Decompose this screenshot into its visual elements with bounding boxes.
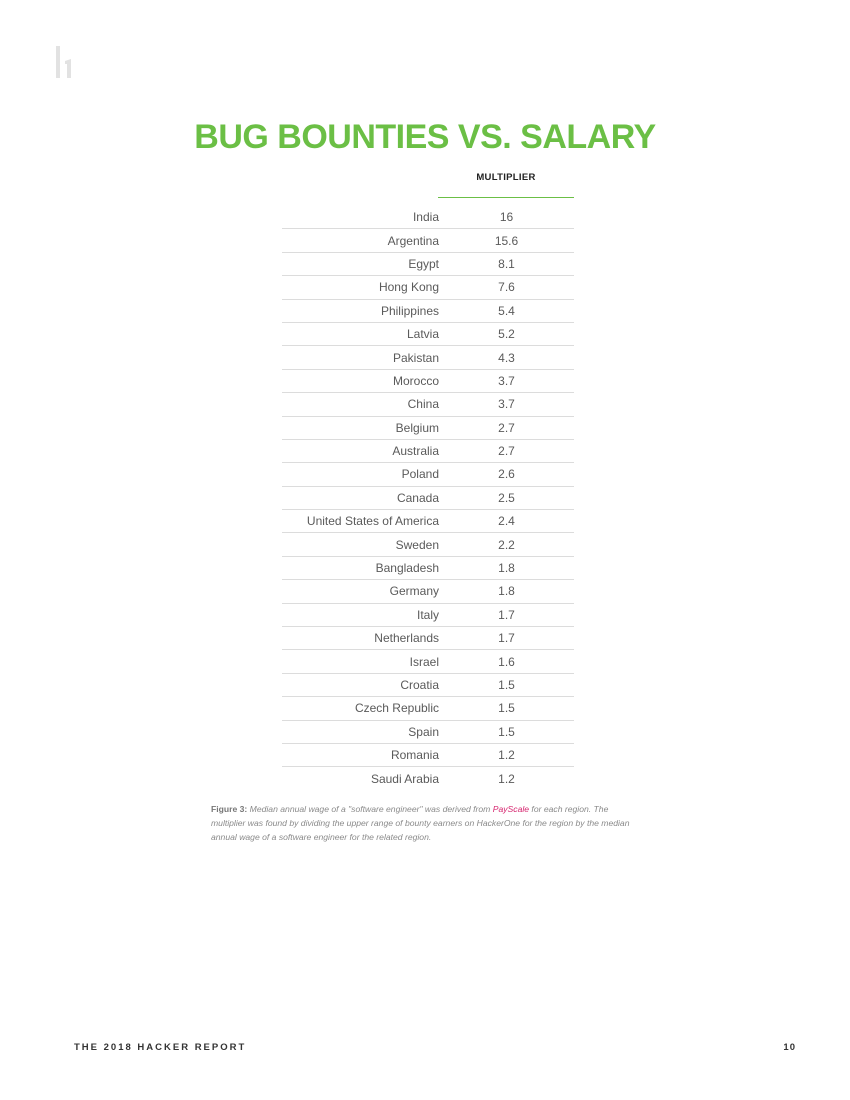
- footer-page-number: 10: [783, 1042, 796, 1053]
- caption-text-after: for each region. The multiplier was found by dividing the upper range of bounty earners on HackerOne for the region by the median annual wage of a software engineer for the related region.: [211, 804, 630, 842]
- table-row: [282, 674, 574, 697]
- country-cell: Philippines: [380, 303, 439, 318]
- multiplier-cell: 8.1: [498, 256, 515, 271]
- table-row: [282, 697, 574, 720]
- country-cell: India: [412, 210, 439, 225]
- table-row: [282, 229, 574, 252]
- table-row: [282, 767, 574, 789]
- country-cell: Poland: [401, 467, 439, 482]
- table-row: [282, 557, 574, 580]
- country-cell: Netherlands: [374, 631, 439, 646]
- country-cell: Egypt: [408, 256, 439, 271]
- table-row: [282, 417, 574, 440]
- country-cell: Morocco: [392, 373, 439, 388]
- multiplier-cell: 2.4: [498, 514, 515, 529]
- multiplier-table: [282, 206, 574, 790]
- multiplier-cell: 2.7: [498, 444, 515, 459]
- multiplier-cell: 1.8: [498, 584, 515, 599]
- table-row: [282, 580, 574, 603]
- country-cell: Bangladesh: [375, 561, 439, 576]
- multiplier-cell: 5.4: [498, 303, 515, 318]
- caption-text-before: Median annual wage of a "software engineer" was derived from: [247, 804, 493, 814]
- multiplier-cell: 2.2: [498, 537, 515, 552]
- page-title: BUG BOUNTIES VS. SALARY: [194, 118, 656, 156]
- table-row: [282, 510, 574, 533]
- country-cell: China: [407, 397, 439, 412]
- multiplier-cell: 1.8: [498, 561, 515, 576]
- multiplier-cell: 16: [499, 210, 514, 225]
- country-cell: Hong Kong: [378, 280, 439, 295]
- country-cell: Saudi Arabia: [370, 771, 439, 786]
- table-row: [282, 533, 574, 556]
- table-row: [282, 346, 574, 369]
- country-cell: Israel: [409, 654, 439, 669]
- multiplier-cell: 7.6: [498, 280, 515, 295]
- table-row: [282, 463, 574, 486]
- country-cell: Australia: [392, 444, 439, 459]
- multiplier-cell: 1.2: [498, 748, 515, 763]
- hackerone-logo-icon: [56, 46, 78, 78]
- country-cell: Italy: [416, 607, 439, 622]
- multiplier-cell: 5.2: [498, 327, 515, 342]
- multiplier-cell: 15.6: [494, 233, 519, 248]
- table-row: [282, 721, 574, 744]
- table-row: [282, 604, 574, 627]
- multiplier-cell: 2.6: [498, 467, 515, 482]
- table-row: [282, 253, 574, 276]
- table-row: [282, 370, 574, 393]
- multiplier-column-header: MULTIPLIER: [476, 172, 536, 183]
- multiplier-cell: 2.7: [498, 420, 515, 435]
- multiplier-cell: 1.7: [498, 631, 515, 646]
- table-row: [282, 650, 574, 673]
- country-cell: Argentina: [387, 233, 439, 248]
- country-cell: Romania: [390, 748, 439, 763]
- multiplier-cell: 1.5: [498, 678, 515, 692]
- table-row: [282, 206, 574, 229]
- payscale-link[interactable]: PayScale: [492, 804, 530, 814]
- multiplier-cell: 3.7: [498, 373, 515, 388]
- table-row: [282, 276, 574, 299]
- table-row: [282, 627, 574, 650]
- country-cell: Belgium: [395, 420, 439, 435]
- table-row: [282, 744, 574, 767]
- multiplier-cell: 1.5: [498, 701, 515, 716]
- multiplier-cell: 2.5: [498, 490, 515, 505]
- table-row: [282, 300, 574, 323]
- table-row: [282, 487, 574, 510]
- country-cell: United States of America: [306, 514, 439, 529]
- figure-caption: [211, 802, 641, 844]
- country-cell: Czech Republic: [354, 701, 439, 716]
- country-cell: Croatia: [400, 678, 439, 692]
- country-cell: Sweden: [395, 537, 439, 552]
- table-row: [282, 440, 574, 463]
- table-row: [282, 323, 574, 346]
- table-row: [282, 393, 574, 416]
- country-cell: Germany: [389, 584, 439, 599]
- multiplier-cell: 3.7: [498, 397, 515, 412]
- country-cell: Canada: [396, 490, 439, 505]
- footer-report-title: THE 2018 HACKER REPORT: [74, 1042, 247, 1053]
- caption-label: Figure 3:: [211, 804, 248, 814]
- country-cell: Pakistan: [392, 350, 439, 365]
- country-cell: Spain: [408, 724, 439, 739]
- multiplier-cell: 1.2: [498, 771, 515, 786]
- multiplier-cell: 1.5: [498, 724, 515, 739]
- country-cell: Latvia: [406, 327, 439, 342]
- column-header-divider: [438, 197, 574, 198]
- multiplier-cell: 1.7: [498, 607, 515, 622]
- multiplier-cell: 4.3: [498, 350, 515, 365]
- multiplier-cell: 1.6: [498, 654, 515, 669]
